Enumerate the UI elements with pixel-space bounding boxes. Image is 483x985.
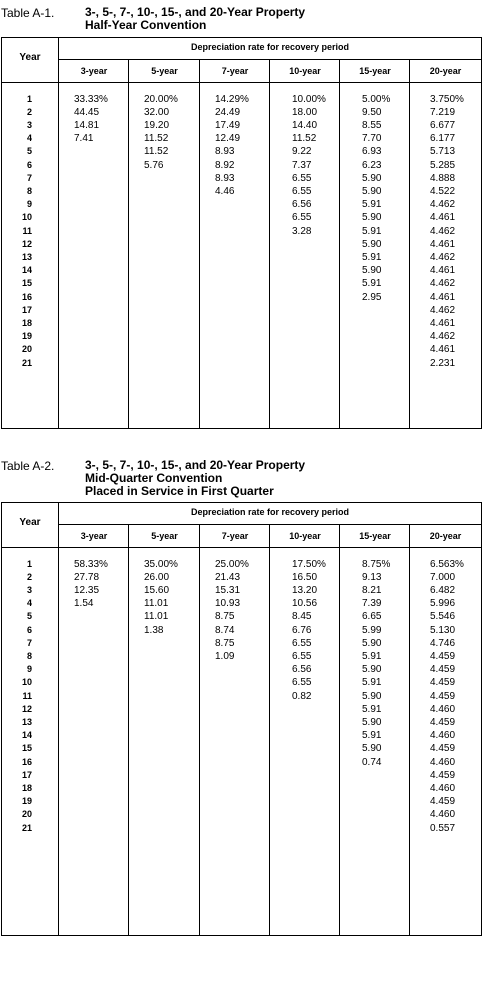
column-divider <box>58 38 59 428</box>
rate-cell: 0.74 <box>362 757 382 768</box>
rate-cell: 44.45 <box>74 107 100 118</box>
rate-cell: 6.93 <box>362 146 382 157</box>
table-caption <box>0 457 481 505</box>
rate-cell: 5.99 <box>362 625 382 636</box>
rate-cell: 8.55 <box>362 120 382 131</box>
year-label: 21 <box>21 823 32 833</box>
rate-cell: 20.00% <box>144 94 178 105</box>
rate-cell: 4.460 <box>430 783 456 794</box>
rate-cell: 14.29% <box>215 94 249 105</box>
rate-cell: 4.462 <box>430 305 456 316</box>
column-divider <box>409 525 410 935</box>
rate-cell: 58.33% <box>74 559 108 570</box>
rate-cell: 5.90 <box>362 664 382 675</box>
rate-cell: 35.00% <box>144 559 178 570</box>
rate-cell: 7.70 <box>362 133 382 144</box>
table-1 <box>0 4 481 369</box>
rate-cell: 5.91 <box>362 278 382 289</box>
rate-cell: 14.81 <box>74 120 100 131</box>
year-label: 19 <box>21 331 32 341</box>
year-label: 15 <box>21 743 32 753</box>
rate-cell: 16.50 <box>292 572 318 583</box>
rate-cell: 6.56 <box>292 664 312 675</box>
rate-cell: 8.45 <box>292 611 312 622</box>
column-header-5-year: 5-year <box>151 66 178 76</box>
year-label: 2 <box>26 572 32 582</box>
rate-cell: 10.00% <box>292 94 326 105</box>
table-title <box>85 459 305 498</box>
table-title-line: 3-, 5-, 7-, 10-, 15-, and 20-Year Property <box>85 5 306 19</box>
year-label: 3 <box>26 585 32 595</box>
rate-cell: 2.231 <box>430 358 456 369</box>
rate-cell: 8.93 <box>215 173 235 184</box>
rate-cell: 4.746 <box>430 638 456 649</box>
rate-cell: 11.52 <box>144 133 169 144</box>
year-label: 9 <box>26 199 32 209</box>
rate-cell: 4.460 <box>430 809 456 820</box>
year-label: 15 <box>21 278 32 288</box>
rate-cell: 13.20 <box>292 585 318 596</box>
rate-cell: 4.459 <box>430 796 456 807</box>
rate-cell: 5.76 <box>144 160 164 171</box>
rate-span-header: Depreciation rate for recovery period <box>59 38 481 60</box>
year-label: 14 <box>21 730 32 740</box>
rate-cell: 4.46 <box>215 186 235 197</box>
rate-cell: 7.39 <box>362 598 382 609</box>
rate-cell: 9.22 <box>292 146 312 157</box>
rate-cell: 6.55 <box>292 677 312 688</box>
year-label: 16 <box>21 292 32 302</box>
year-label: 8 <box>26 651 32 661</box>
rate-cell: 8.21 <box>362 585 382 596</box>
rate-cell: 5.90 <box>362 186 382 197</box>
rate-cell: 15.31 <box>215 585 241 596</box>
year-label: 11 <box>22 226 32 236</box>
rate-cell: 8.75 <box>215 611 235 622</box>
year-label: 21 <box>21 358 32 368</box>
depreciation-table <box>1 37 482 429</box>
year-label: 7 <box>26 638 32 648</box>
rate-cell: 4.462 <box>430 331 456 342</box>
rate-cell: 5.91 <box>362 704 382 715</box>
table-title-line: Half-Year Convention <box>85 18 207 32</box>
column-header-3-year: 3-year <box>80 66 108 76</box>
table-title-line: Mid-Quarter Convention <box>85 471 223 485</box>
rate-cell: 15.60 <box>144 585 170 596</box>
rate-cell: 5.90 <box>362 691 382 702</box>
rate-cell: 5.90 <box>362 638 382 649</box>
table-title <box>85 6 305 32</box>
rate-cell: 1.54 <box>74 598 94 609</box>
year-label: 1 <box>26 94 32 104</box>
rate-cell: 6.563% <box>430 559 464 570</box>
year-label: 17 <box>21 305 32 315</box>
rate-cell: 12.35 <box>74 585 100 596</box>
rate-cell: 12.49 <box>215 133 241 144</box>
year-label: 7 <box>26 173 32 183</box>
rate-cell: 3.28 <box>292 226 312 237</box>
rate-cell: 10.93 <box>215 598 241 609</box>
table-caption <box>0 4 481 40</box>
rate-cell: 4.459 <box>430 691 456 702</box>
year-label: 20 <box>21 809 32 819</box>
rate-cell: 5.546 <box>430 611 456 622</box>
rate-cell: 5.130 <box>430 625 456 636</box>
column-header-10-year: 10-year <box>289 66 321 76</box>
year-label: 14 <box>21 265 32 275</box>
rate-cell: 5.91 <box>362 252 382 263</box>
rate-cell: 4.461 <box>430 265 456 276</box>
rate-cell: 5.90 <box>362 743 382 754</box>
rate-span-header: Depreciation rate for recovery period <box>59 503 481 525</box>
year-label: 9 <box>26 664 32 674</box>
depreciation-table <box>1 502 482 936</box>
year-label: 3 <box>26 120 32 130</box>
rate-cell: 1.09 <box>215 651 235 662</box>
header-divider <box>2 82 481 83</box>
rate-cell: 4.462 <box>430 226 456 237</box>
rate-cell: 6.482 <box>430 585 456 596</box>
rate-cell: 33.33% <box>74 94 108 105</box>
column-divider <box>199 60 200 428</box>
rate-cell: 0.82 <box>292 691 312 702</box>
rate-cell: 6.55 <box>292 651 312 662</box>
column-header-20-year: 20-year <box>429 66 462 76</box>
rate-cell: 4.459 <box>430 664 456 675</box>
column-header-10-year: 10-year <box>289 531 321 541</box>
rate-cell: 4.462 <box>430 252 456 263</box>
year-label: 2 <box>26 107 32 117</box>
rate-cell: 4.459 <box>430 651 456 662</box>
rate-cell: 6.55 <box>292 186 312 197</box>
year-label: 4 <box>26 133 32 143</box>
year-label: 6 <box>26 625 32 635</box>
column-divider <box>128 60 129 428</box>
rate-cell: 21.43 <box>215 572 241 583</box>
column-header-3-year: 3-year <box>80 531 108 541</box>
year-label: 5 <box>26 611 32 621</box>
rate-cell: 5.996 <box>430 598 456 609</box>
table-title-line: Placed in Service in First Quarter <box>85 484 274 498</box>
rate-cell: 6.55 <box>292 638 312 649</box>
rate-cell: 19.20 <box>144 120 170 131</box>
rate-cell: 9.50 <box>362 107 382 118</box>
rate-cell: 5.00% <box>362 94 391 105</box>
column-divider <box>339 525 340 935</box>
table-title-line: 3-, 5-, 7-, 10-, 15-, and 20-Year Property <box>85 458 306 472</box>
rate-cell: 17.49 <box>215 120 241 131</box>
rate-cell: 5.91 <box>362 677 382 688</box>
rate-cell: 6.55 <box>292 212 312 223</box>
rate-cell: 4.459 <box>430 717 456 728</box>
rate-cell: 4.460 <box>430 757 456 768</box>
rate-cell: 27.78 <box>74 572 100 583</box>
rate-cell: 4.461 <box>430 292 456 303</box>
column-divider <box>58 503 59 935</box>
table-number: Table A-1. <box>1 6 55 20</box>
column-divider <box>269 60 270 428</box>
rate-cell: 4.461 <box>430 239 456 250</box>
year-label: 17 <box>21 770 32 780</box>
year-label: 4 <box>26 598 32 608</box>
rate-cell: 4.459 <box>430 677 456 688</box>
rate-cell: 5.713 <box>430 146 456 157</box>
column-header-7-year: 7-year <box>221 66 249 76</box>
year-label: 12 <box>21 239 32 249</box>
rate-cell: 7.41 <box>74 133 94 144</box>
year-label: 1 <box>26 559 32 569</box>
table-2 <box>0 457 481 834</box>
year-label: 8 <box>26 186 32 196</box>
column-divider <box>199 525 200 935</box>
rate-cell: 5.285 <box>430 160 456 171</box>
column-header-15-year: 15-year <box>359 531 391 541</box>
year-label: 18 <box>21 318 32 328</box>
year-label: 5 <box>26 146 32 156</box>
year-label: 13 <box>21 252 32 262</box>
rate-cell: 6.677 <box>430 120 456 131</box>
rate-cell: 6.76 <box>292 625 312 636</box>
rate-cell: 26.00 <box>144 572 170 583</box>
year-label: 10 <box>21 212 32 222</box>
rate-cell: 11.52 <box>292 133 317 144</box>
rate-cell: 5.90 <box>362 717 382 728</box>
rate-cell: 8.92 <box>215 160 235 171</box>
rate-cell: 5.90 <box>362 212 382 223</box>
rate-cell: 4.462 <box>430 278 456 289</box>
rate-cell: 5.90 <box>362 265 382 276</box>
rate-cell: 11.01 <box>144 611 169 622</box>
column-header-15-year: 15-year <box>359 66 391 76</box>
year-label: 6 <box>26 160 32 170</box>
column-divider <box>269 525 270 935</box>
column-header-5-year: 5-year <box>151 531 178 541</box>
rate-cell: 3.750% <box>430 94 464 105</box>
rate-cell: 0.557 <box>430 823 456 834</box>
rate-cell: 6.55 <box>292 173 312 184</box>
rate-cell: 8.75% <box>362 559 391 570</box>
rate-cell: 4.459 <box>430 743 456 754</box>
rate-cell: 4.461 <box>430 344 456 355</box>
rate-cell: 5.90 <box>362 239 382 250</box>
column-header-7-year: 7-year <box>221 531 249 541</box>
rate-cell: 6.56 <box>292 199 312 210</box>
year-label: 20 <box>21 344 32 354</box>
rate-cell: 6.23 <box>362 160 382 171</box>
year-header: Year <box>19 517 41 528</box>
rate-cell: 11.52 <box>144 146 169 157</box>
rate-cell: 8.74 <box>215 625 235 636</box>
table-number: Table A-2. <box>1 459 55 473</box>
rate-cell: 32.00 <box>144 107 170 118</box>
column-divider <box>339 60 340 428</box>
rate-cell: 5.91 <box>362 226 382 237</box>
column-header-20-year: 20-year <box>429 531 462 541</box>
rate-cell: 18.00 <box>292 107 318 118</box>
column-divider <box>409 60 410 428</box>
rate-cell: 6.65 <box>362 611 382 622</box>
rate-cell: 8.93 <box>215 146 235 157</box>
rate-cell: 5.91 <box>362 199 382 210</box>
rate-cell: 7.000 <box>430 572 456 583</box>
column-divider <box>128 525 129 935</box>
year-label: 18 <box>21 783 32 793</box>
rate-cell: 5.91 <box>362 651 382 662</box>
year-label: 19 <box>21 796 32 806</box>
rate-cell: 4.522 <box>430 186 456 197</box>
year-label: 16 <box>21 757 32 767</box>
rate-cell: 5.90 <box>362 173 382 184</box>
rate-cell: 11.01 <box>144 598 169 609</box>
year-label: 12 <box>21 704 32 714</box>
rate-cell: 6.177 <box>430 133 456 144</box>
rate-cell: 4.460 <box>430 704 456 715</box>
rate-cell: 4.459 <box>430 770 456 781</box>
rate-cell: 10.56 <box>292 598 318 609</box>
year-header: Year <box>19 52 41 63</box>
rate-cell: 7.37 <box>292 160 312 171</box>
year-label: 13 <box>21 717 32 727</box>
rate-cell: 17.50% <box>292 559 326 570</box>
rate-cell: 4.461 <box>430 212 456 223</box>
rate-cell: 8.75 <box>215 638 235 649</box>
rate-cell: 7.219 <box>430 107 456 118</box>
rate-cell: 24.49 <box>215 107 241 118</box>
rate-cell: 5.91 <box>362 730 382 741</box>
year-label: 11 <box>22 691 32 701</box>
rate-cell: 9.13 <box>362 572 382 583</box>
rate-cell: 4.460 <box>430 730 456 741</box>
rate-cell: 4.888 <box>430 173 456 184</box>
rate-cell: 2.95 <box>362 292 382 303</box>
rate-cell: 4.461 <box>430 318 456 329</box>
rate-cell: 25.00% <box>215 559 249 570</box>
rate-cell: 1.38 <box>144 625 164 636</box>
rate-cell: 14.40 <box>292 120 318 131</box>
year-label: 10 <box>21 677 32 687</box>
rate-cell: 4.462 <box>430 199 456 210</box>
header-divider <box>2 547 481 548</box>
